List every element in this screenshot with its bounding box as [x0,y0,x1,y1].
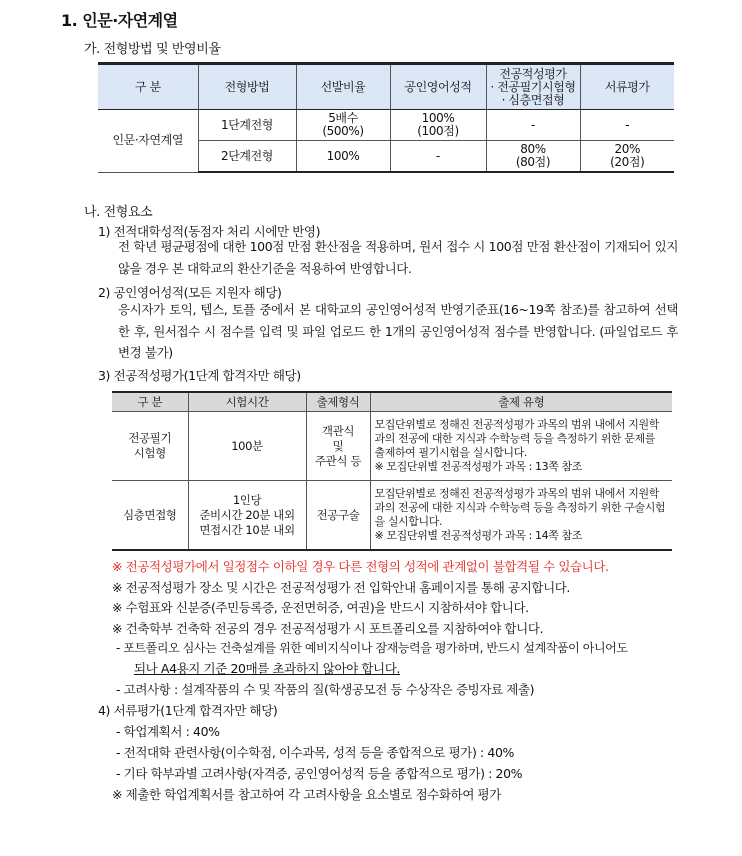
item1-title: 1) 전적대학성적(동점자 처리 시에만 반영) [98,224,321,239]
aptitude-cell: - [486,110,580,141]
header-method: 전형방법 [198,64,296,110]
ratio-l2: (500%) [322,124,364,138]
ratio-cell [296,110,390,141]
description-text: 모집단위별로 정해진 전공적성평가 과목의 범위 내에서 지원학과의 전공에 대한 지식과 수학능력 등을 측정하기 위한 구술시험을 실시합니다. [374,487,666,528]
description-note: ※ 모집단위별 전공적성평가 과목 : 14쪽 참조 [374,529,583,542]
format-l3: 주관식 등 [314,453,362,468]
header-type: 출제 유형 [370,392,672,412]
format-l1: 객관식 [321,423,355,438]
item4-title: 4) 서류평가(1단계 합격자만 해당) [98,703,278,718]
header-aptitude-l1: 전공적성평가 [499,66,567,81]
type-cell [112,412,188,481]
time-l2: 준비시간 20분 내외 [199,507,295,522]
method-cell: 1단계전형 [198,110,296,141]
doc-l2: (20점) [610,155,645,169]
type-cell: 심층면접형 [112,481,188,551]
header-aptitude-l2: · 전공필기시험형 [490,79,576,94]
format-cell: 전공구술 [306,481,370,551]
time-l3: 면접시간 10분 내외 [199,522,295,537]
item4-note: ※ 제출한 학업계획서를 참고하여 각 고려사항을 요소별로 점수화하여 평가 [112,787,501,802]
table-header-row [112,392,672,412]
time-cell: 100분 [188,412,306,481]
documents-cell [580,141,674,173]
table-row [112,481,672,551]
table-header-row [98,64,674,110]
note-id: ※ 수험표와 신분증(주민등록증, 운전면허증, 여권)을 반드시 지참하셔야 합니다. [112,600,529,615]
item2-body: 응시자가 토익, 텝스, 토플 중에서 본 대학교의 공인영어성적 반영기준표(16~19쪽 참조)를 참고하여 선택한 후, 원서접수 시 점수를 입력 및 파일 업로드 한 1개의 공인영어성적 점수를 반영합니다. (파일업로드 후 변경 불가) [118,302,678,360]
header-english: 공인영어성적 [390,64,486,110]
ratio-cell: 100% [296,141,390,173]
header-aptitude-l3: · 심층면접형 [501,92,565,107]
eng-l2: (100점) [417,124,459,138]
type-l2: 시험형 [133,446,166,460]
table-row [112,412,672,481]
table-row [98,110,674,141]
section-title: 1. 인문·자연계열 [61,11,178,30]
header-aptitude [486,64,580,110]
item1-body: 전 학년 평균평점에 대한 100점 만점 환산점을 적용하며, 원서 접수 시 100점 만점 환산점이 기재되어 있지 않을 경우 본 대학교의 환산기준을 적용하여 반영합니다. [118,239,678,276]
time-l1: 1인당 [232,492,262,507]
note-portfolio-detail-a: - 포트폴리오 심사는 건축설계를 위한 예비지식이나 잠재능력을 평가하며, 반드시 설계작품이 아니어도 [116,641,628,655]
item4-line2: - 전적대학 관련사항(이수학점, 이수과목, 성적 등을 종합적으로 평가) : 40% [116,745,514,760]
apt-l2: (80점) [515,155,551,169]
selection-ratio-table [98,62,674,173]
item4-line3: - 기타 학부과별 고려사항(자격증, 공인영어성적 등을 종합적으로 평가) : 20% [116,766,523,781]
eng-l1: 100% [421,111,455,125]
note-portfolio-detail-b: 되나 A4용지 기준 20매를 초과하지 않아야 합니다. [134,661,400,676]
subsection-na-title: 나. 전형요소 [84,205,153,220]
format-cell [306,412,370,481]
subsection-ga-title: 가. 전형방법 및 반영비율 [84,42,221,57]
note-portfolio: ※ 건축학부 건축학 전공의 경우 전공적성평가 시 포트폴리오를 지참하여야 합니다. [112,621,544,636]
group-cell: 인문·자연계열 [98,110,198,173]
ratio-l1: 5배수 [328,111,358,125]
header-documents: 서류평가 [580,64,674,110]
header-category: 구 분 [112,392,188,412]
apt-l1: 80% [520,142,546,156]
header-format: 출제형식 [306,392,370,412]
documents-cell: - [580,110,674,141]
header-ratio: 선발비율 [296,64,390,110]
header-time: 시험시간 [188,392,306,412]
description-cell [370,412,672,481]
item2-title: 2) 공인영어성적(모든 지원자 해당) [98,285,282,300]
item4-line1: - 학업계획서 : 40% [116,724,220,739]
note-disqualify: ※ 전공적성평가에서 일정점수 이하일 경우 다른 전형의 성적에 관계없이 불합격될 수 있습니다. [112,559,609,574]
description-text: 모집단위별로 정해진 전공적성평가 과목의 범위 내에서 지원학과의 전공에 대한 지식과 수학능력 등을 측정하기 위한 문제를 출제하여 필기시험을 실시합니다. [374,418,659,459]
header-category: 구 분 [98,64,198,110]
doc-l1: 20% [614,142,640,156]
note-schedule: ※ 전공적성평가 장소 및 시간은 전공적성평가 전 입학안내 홈페이지를 통해 공지합니다. [112,580,571,595]
note-considerations: - 고려사항 : 설계작품의 수 및 작품의 질(학생공모전 등 수상작은 증빙자료 제출) [116,682,535,697]
aptitude-test-table [112,391,672,551]
english-cell [390,110,486,141]
method-cell: 2단계전형 [198,141,296,173]
format-l2: 및 [332,438,344,453]
type-l1: 전공필기 [128,431,172,445]
description-cell [370,481,672,551]
item3-title: 3) 전공적성평가(1단계 합격자만 해당) [98,368,301,383]
time-cell [188,481,306,551]
description-note: ※ 모집단위별 전공적성평가 과목 : 13쪽 참조 [374,460,583,473]
aptitude-cell [486,141,580,173]
english-cell: - [390,141,486,173]
